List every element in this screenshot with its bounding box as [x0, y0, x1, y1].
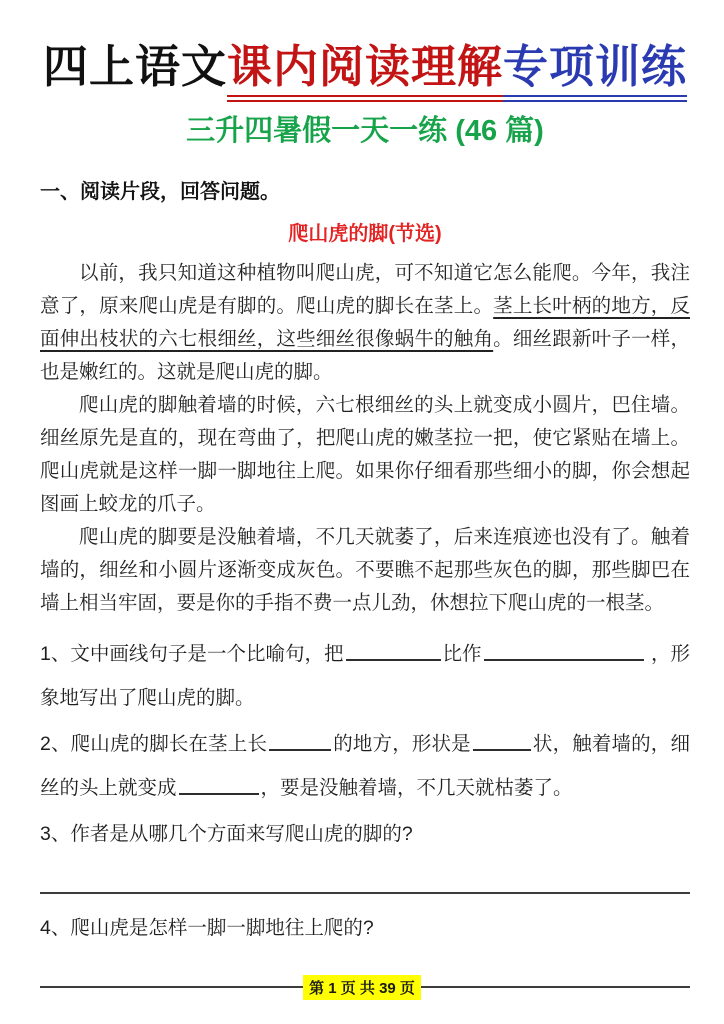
question-text: 爬山虎的脚长在茎上长 — [70, 733, 268, 755]
passage-text: 以前，我只知道这种植物叫爬山虎，可不知道它怎么能爬。今年，我注意了，原来爬山虎是有脚的。爬山虎的脚长在茎上。 — [40, 263, 690, 317]
fill-in-blank — [346, 646, 441, 661]
fill-in-blank — [484, 646, 644, 661]
question-number: 3、 — [40, 823, 71, 845]
fill-in-blank — [473, 736, 531, 751]
fill-in-blank — [269, 736, 331, 751]
question-text: 文中画线句子是一个比喻句，把 — [70, 643, 344, 665]
passage-text: 。细丝跟新叶子一样，也是嫩红的。这就是爬山虎的脚。 — [40, 329, 690, 383]
passage-title: 爬山虎的脚(节选) — [288, 223, 442, 245]
page-subtitle: 三升四暑假一天一练 (46 篇) — [186, 115, 544, 147]
question-number: 1、 — [40, 643, 71, 665]
title-part-reading: 课内阅读理解 — [227, 41, 503, 102]
question-text: 状，触着墙的，细丝的头上就变成 — [40, 733, 690, 799]
question-text: ，形象地写出了爬山虎的脚。 — [40, 643, 690, 709]
page-title — [40, 40, 690, 94]
reading-passage — [40, 257, 690, 620]
answer-line — [40, 892, 690, 894]
title-part-grade: 四上语文 — [42, 41, 227, 92]
question-item — [40, 722, 690, 810]
question-item — [40, 906, 690, 950]
passage-text: 爬山虎的脚触着墙的时候，六七根细丝的头上就变成小圆片，巴住墙。细丝原先是直的，现在弯曲了，把爬山虎的嫩茎拉一把，使它紧贴在墙上。爬山虎就是这样一脚一脚地往上爬。如果你仔细看那些细小的脚，你会想起图画上蛟龙的爪子。 — [40, 395, 690, 515]
question-item — [40, 812, 690, 856]
question-number: 4、 — [40, 917, 71, 939]
passage-paragraph — [40, 521, 690, 620]
question-item — [40, 632, 690, 720]
fill-in-blank — [179, 780, 259, 795]
passage-text: 爬山虎的脚要是没触着墙，不几天就萎了，后来连痕迹也没有了。触着墙的，细丝和小圆片逐渐变成灰色。不要瞧不起那些灰色的脚，那些脚巴在墙上相当牢固，要是你的手指不费一点儿劲，休想拉下爬山虎的一根茎。 — [40, 527, 690, 614]
page-number-badge: 第 1 页 共 39 页 — [303, 975, 421, 1000]
passage-paragraph — [40, 389, 690, 521]
underlined-sentence: 茎上长叶柄的地方，反面伸出枝状的六七根细丝，这些细丝很像蜗牛的触角 — [40, 296, 690, 350]
question-text: 爬山虎是怎样一脚一脚地往上爬的? — [70, 917, 374, 939]
passage-paragraph — [40, 257, 690, 389]
question-text: 作者是从哪几个方面来写爬山虎的脚的? — [70, 823, 413, 845]
question-text: 的地方，形状是 — [333, 733, 471, 755]
title-part-training: 专项训练 — [503, 41, 687, 102]
question-text: ，要是没触着墙，不几天就枯萎了。 — [260, 777, 573, 799]
question-list — [40, 632, 690, 988]
page-footer — [0, 975, 724, 1000]
question-text: 比作 — [442, 643, 482, 665]
section-heading: 一、阅读片段，回答问题。 — [40, 181, 280, 203]
question-number: 2、 — [40, 733, 71, 755]
